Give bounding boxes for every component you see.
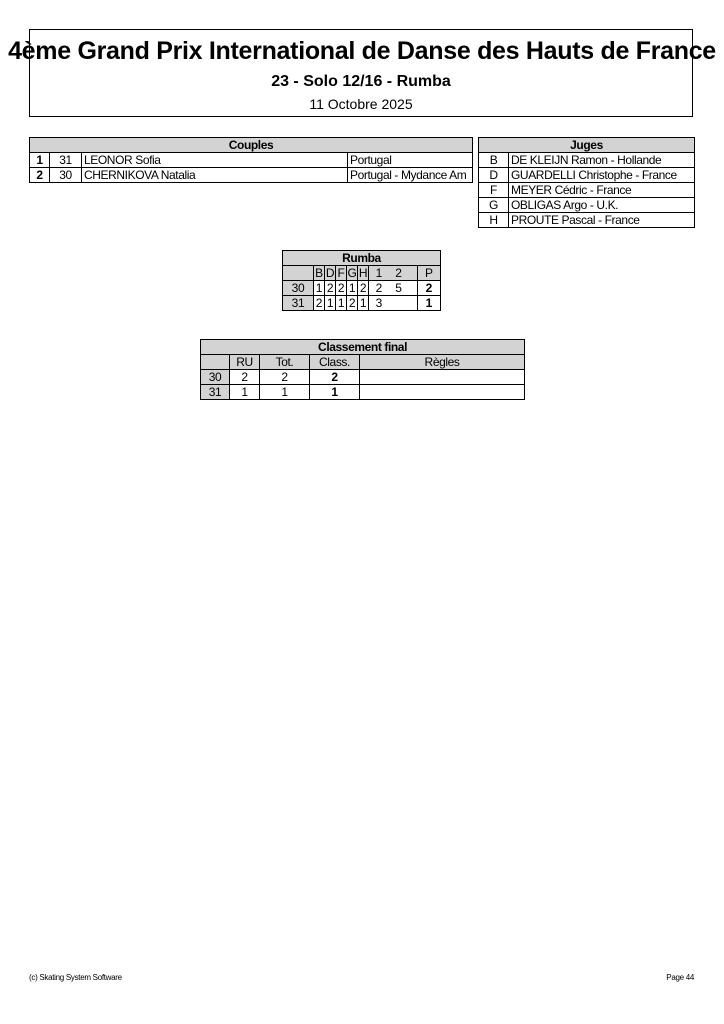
rumba-spacer (408, 266, 417, 281)
judges-table (478, 137, 695, 228)
judge-row (479, 198, 695, 213)
judge-row (479, 168, 695, 183)
event-subtitle: 23 - Solo 12/16 - Rumba (271, 73, 451, 90)
rumba-mark: 2 (358, 281, 369, 296)
judge-letter: B (479, 153, 509, 168)
rumba-corner (283, 266, 314, 281)
rumba-number: 30 (283, 281, 314, 296)
judges-title: Juges (479, 138, 695, 153)
rumba-judge-header: F (335, 266, 346, 281)
rumba-mark: 2 (313, 296, 324, 311)
final-rules-header: Règles (360, 355, 525, 370)
judge-letter: G (479, 198, 509, 213)
final-number: 31 (201, 385, 230, 400)
rumba-judge-header: B (315, 266, 323, 280)
rumba-mark: 2 (324, 281, 335, 296)
rumba-place: 1 (417, 296, 440, 311)
final-row (201, 385, 525, 400)
couple-number: 30 (50, 168, 82, 183)
judge-name: MEYER Cédric - France (509, 183, 695, 198)
final-title: Classement final (201, 340, 525, 355)
rumba-cumul: 2 (369, 281, 389, 296)
rumba-cumul (388, 296, 408, 311)
rumba-row (283, 281, 441, 296)
rumba-cumul-header: 2 (388, 266, 408, 281)
rumba-mark: 1 (313, 281, 324, 296)
rumba-mark: 2 (335, 281, 346, 296)
judge-row (479, 153, 695, 168)
rumba-place: 2 (417, 281, 440, 296)
final-ru: 1 (230, 385, 260, 400)
couple-country: Portugal (348, 153, 473, 168)
couple-place: 1 (30, 153, 50, 168)
rumba-place-header: P (417, 266, 440, 281)
couples-table (29, 137, 473, 183)
final-number: 30 (201, 370, 230, 385)
judge-letter: F (479, 183, 509, 198)
judge-name: PROUTE Pascal - France (509, 213, 695, 228)
final-classification-table (200, 339, 525, 400)
final-tot: 1 (260, 385, 310, 400)
couple-place: 2 (30, 168, 50, 183)
final-class-header: Class. (310, 355, 360, 370)
rumba-mark: 1 (335, 296, 346, 311)
judge-letter: H (479, 213, 509, 228)
final-tot-header: Tot. (260, 355, 310, 370)
final-class: 2 (310, 370, 360, 385)
rumba-title: Rumba (283, 251, 441, 266)
event-date: 11 Octobre 2025 (309, 96, 413, 112)
couple-name: CHERNIKOVA Natalia (82, 168, 348, 183)
judge-row (479, 183, 695, 198)
couple-row (30, 153, 473, 168)
final-ru: 2 (230, 370, 260, 385)
rumba-cumul: 5 (388, 281, 408, 296)
final-tot: 2 (260, 370, 310, 385)
final-class: 1 (310, 385, 360, 400)
couples-title: Couples (30, 138, 473, 153)
final-ru-header: RU (230, 355, 260, 370)
final-row (201, 370, 525, 385)
judge-name: DE KLEIJN Ramon - Hollande (509, 153, 695, 168)
rumba-judge-header: H (358, 266, 368, 280)
judge-row (479, 213, 695, 228)
rumba-header-row (283, 266, 441, 281)
final-header-row (201, 355, 525, 370)
final-rules (360, 385, 525, 400)
rumba-cumul: 3 (369, 296, 389, 311)
event-title: 4ème Grand Prix International de Danse des Hauts de France (8, 37, 716, 65)
judge-name: GUARDELLI Christophe - France (509, 168, 695, 183)
rumba-mark: 1 (324, 296, 335, 311)
couple-name: LEONOR Sofia (82, 153, 348, 168)
final-rules (360, 370, 525, 385)
couple-country: Portugal - Mydance Am (348, 168, 473, 183)
footer-copyright: (c) Skating System Software (29, 973, 122, 982)
rumba-spacer (408, 296, 417, 311)
rumba-mark: 1 (347, 281, 358, 296)
final-corner (201, 355, 230, 370)
rumba-number: 31 (283, 296, 314, 311)
rumba-spacer (408, 281, 417, 296)
rumba-mark: 2 (347, 296, 358, 311)
judge-letter: D (479, 168, 509, 183)
couple-number: 31 (50, 153, 82, 168)
rumba-mark: 1 (358, 296, 369, 311)
couple-row (30, 168, 473, 183)
rumba-judge-header: G (347, 266, 357, 280)
rumba-cumul-header: 1 (369, 266, 389, 281)
rumba-marks-table (282, 250, 441, 311)
rumba-judge-header: D (325, 266, 335, 280)
footer-page-number: Page 44 (666, 973, 694, 982)
rumba-row (283, 296, 441, 311)
judge-name: OBLIGAS Argo - U.K. (509, 198, 695, 213)
